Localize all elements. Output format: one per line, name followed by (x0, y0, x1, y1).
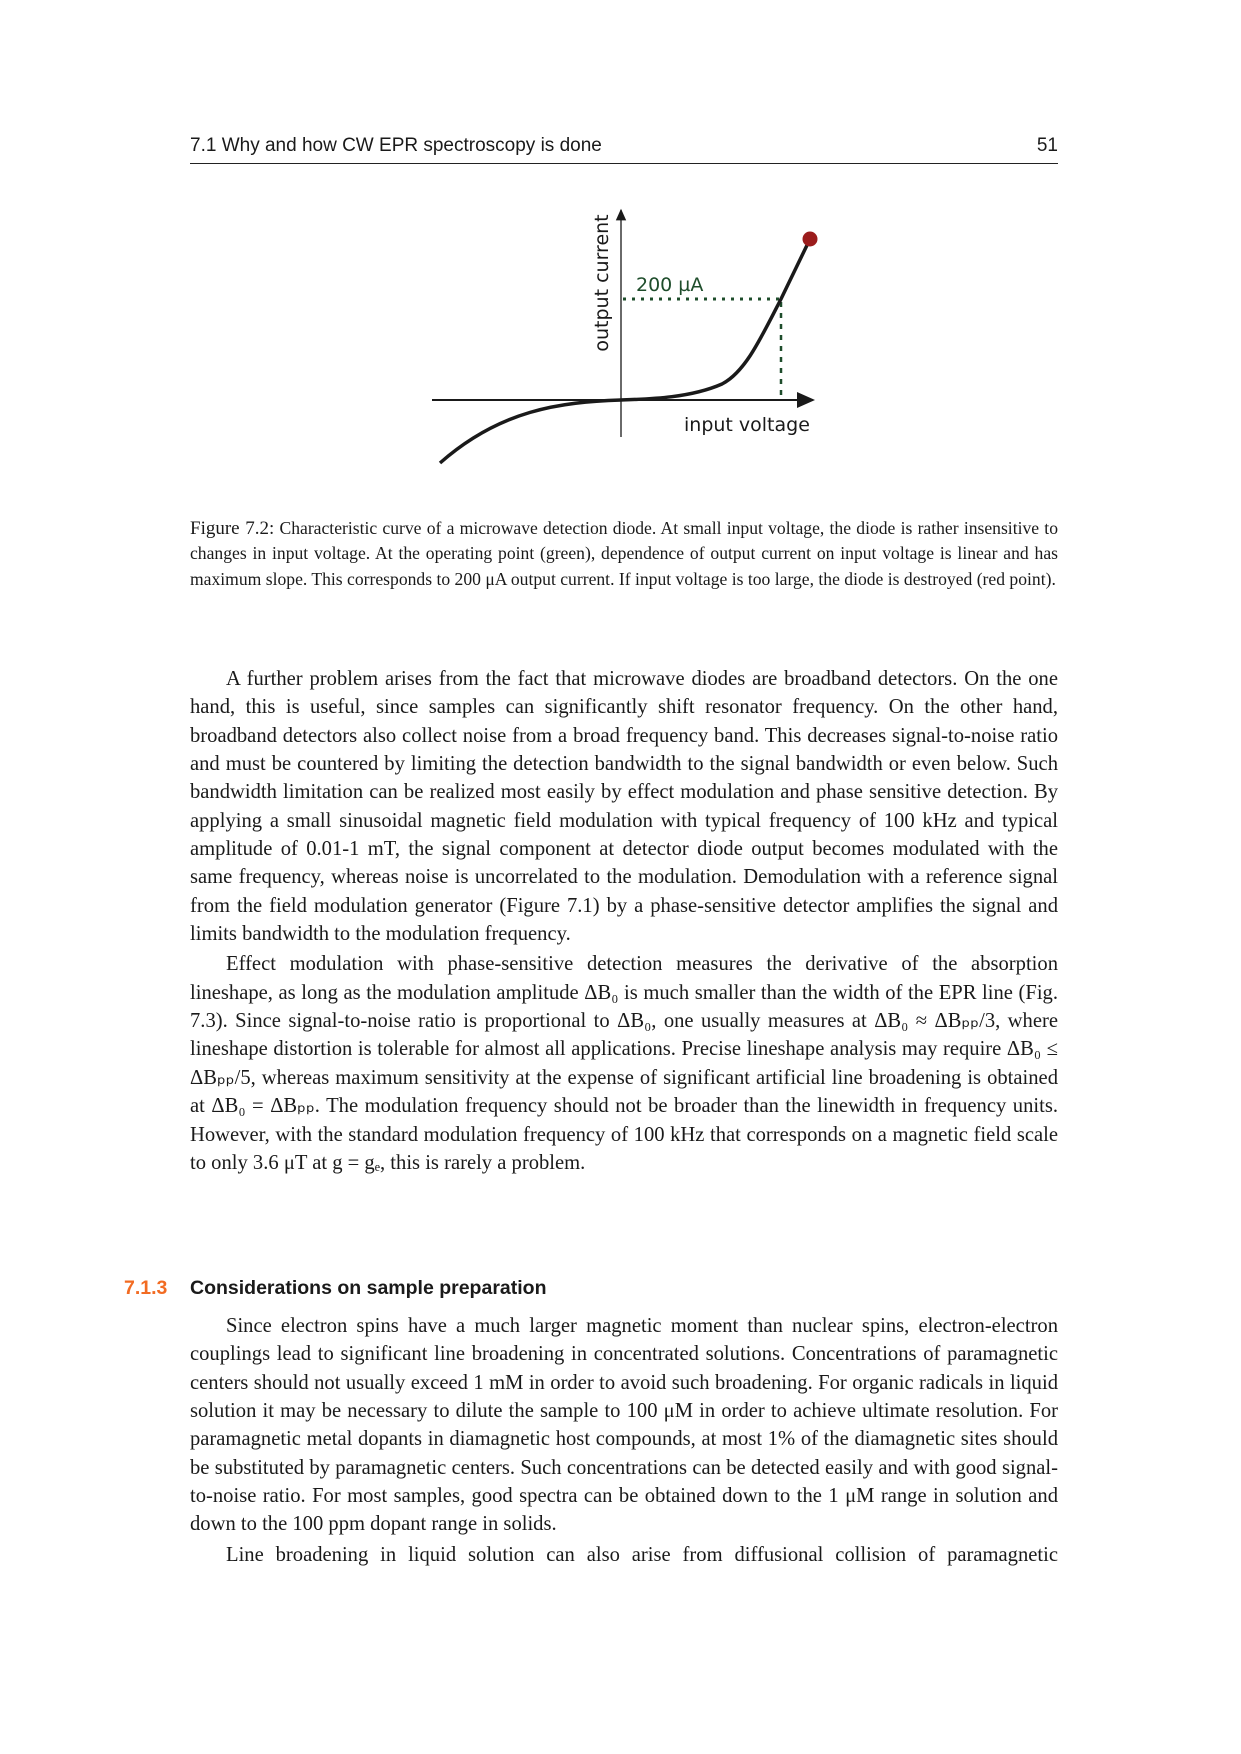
body-text (190, 665, 1058, 1177)
figure-caption (190, 516, 1058, 592)
caption-text: Characteristic curve of a microwave detection diode. At small input voltage, the diode is rather insensitive to changes in input voltage. At the operating point (green), dependence of output current on input voltage is linear and has maximum slope. This corresponds to 200 μA output current. If input voltage is too large, the diode is destroyed (red point). (190, 518, 1058, 589)
y-axis-label: output current (591, 214, 613, 352)
section-heading (124, 1277, 546, 1300)
diode-characteristic-figure (0, 0, 1241, 500)
figure-label: Figure 7.2: (190, 518, 275, 539)
running-header-title: 7.1 Why and how CW EPR spectroscopy is done (190, 135, 602, 156)
operating-point-label: 200 µA (636, 274, 704, 296)
paragraph: Line broadening in liquid solution can also arise from diffusional collision of paramagnetic (226, 1543, 1058, 1566)
paragraph: Effect modulation with phase-sensitive detection measures the derivative of the absorption lineshape, as long as the modulation amplitude ΔB₀ is much smaller than the width of the EPR line (Fig. 7.3). Since signal-to-noise ratio is proportional to ΔB₀, one usually measures at ΔB₀ ≈ ΔBₚₚ/3, where lineshape distortion is tolerable for almost all applications. Precise lineshape analysis may require ΔB₀ ≤ ΔBₚₚ/5, whereas maximum sensitivity at the expense of significant artificial line broadening is obtained at ΔB₀ = ΔBₚₚ. The modulation frequency should not be broader than the linewidth in frequency units. However, with the standard modulation frequency of 100 kHz that corresponds on a magnetic field scale to only 3.6 μT at g = gₑ, this is rarely a problem. (190, 953, 1058, 1174)
section-title: Considerations on sample preparation (190, 1277, 547, 1299)
destroy-point (803, 232, 818, 247)
x-axis-label: input voltage (684, 414, 810, 436)
paragraph: A further problem arises from the fact that microwave diodes are broadband detectors. On the one hand, this is useful, since samples can significantly shift resonator frequency. On the other hand, broadband detectors also collect noise from a broad frequency band. This decreases signal-to-noise ratio and must be countered by limiting the detection bandwidth to the signal bandwidth or even below. Such bandwidth limitation can be realized most easily by effect modulation and phase sensitive detection. By applying a small sinusoidal magnetic field modulation with typical frequency of 100 kHz and typical amplitude of 0.01-1 mT, the signal component at detector diode output becomes modulated with the same frequency, whereas noise is uncorrelated to the modulation. Demodulation with a reference signal from the field modulation generator (Figure 7.1) by a phase-sensitive detector amplifies the signal and limits bandwidth to the modulation frequency. (190, 668, 1058, 946)
paragraph: Since electron spins have a much larger magnetic moment than nuclear spins, electron-electron couplings lead to significant line broadening in concentrated solutions. Concentrations of paramagnetic centers should not usually exceed 1 mM in order to avoid such broadening. For organic radicals in liquid solution it may be necessary to dilute the sample to 100 μM in order to achieve ultimate resolution. For paramagnetic metal dopants in diamagnetic host compounds, at most 1% of the diamagnetic sites should be substituted by paramagnetic centers. Such concentrations can be detected easily and with good signal-to-noise ratio. For most samples, good spectra can be obtained down to the 1 μM range in solution and down to the 100 ppm dopant range in solids. (190, 1315, 1058, 1536)
page-number: 51 (1036, 135, 1058, 156)
section-number: 7.1.3 (124, 1277, 168, 1299)
section-body-text (190, 1312, 1058, 1569)
